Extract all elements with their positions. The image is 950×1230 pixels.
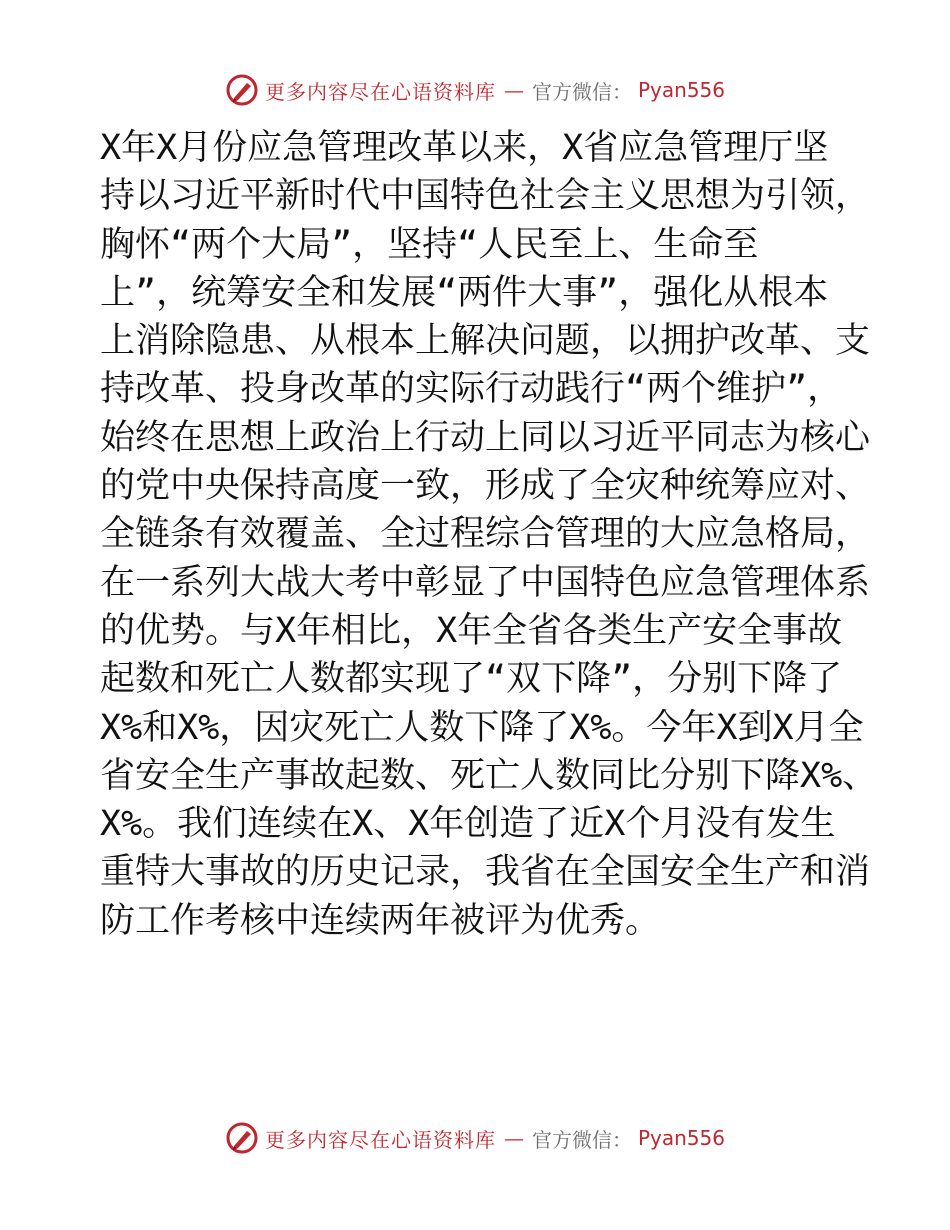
body-line: 上消除隐患、从根本上解决问题，以拥护改革、支 bbox=[100, 321, 871, 362]
pen-logo-icon bbox=[225, 73, 259, 107]
body-line: 持以习近平新时代中国特色社会主义思想为引领， bbox=[100, 176, 871, 217]
pen-logo-icon bbox=[225, 1121, 259, 1155]
document-body bbox=[100, 124, 878, 945]
body-line: 持改革、投身改革的实际行动践行“两个维护”， bbox=[100, 369, 843, 410]
body-line: X%。我们连续在X、X年创造了近X个月没有发生 bbox=[100, 804, 836, 845]
watermark-wechat-id: Pyan556 bbox=[637, 1126, 725, 1150]
body-line: 始终在思想上政治上行动上同以习近平同志为核心 bbox=[100, 417, 871, 458]
body-line: 防工作考核中连续两年被评为优秀。 bbox=[100, 900, 661, 941]
body-line: 在一系列大战大考中彰显了中国特色应急管理体系 bbox=[100, 562, 871, 603]
body-line: 起数和死亡人数都实现了“双下降”，分别下降了 bbox=[100, 659, 843, 700]
body-line: 上”，统筹安全和发展“两件大事”，强化从根本 bbox=[100, 272, 829, 313]
body-line: X年X月份应急管理改革以来，X省应急管理厅坚 bbox=[100, 128, 829, 168]
body-line: X%和X%，因灾死亡人数下降了X%。今年X到X月全 bbox=[100, 707, 864, 748]
watermark-wechat-label: 官方微信： bbox=[531, 79, 632, 104]
body-line: 的党中央保持高度一致，形成了全灾种统筹应对、 bbox=[100, 466, 871, 507]
watermark-brand-text: 更多内容尽在心语资料库 bbox=[264, 1127, 496, 1152]
body-line: 胸怀“两个大局”，坚持“人民至上、生命至 bbox=[100, 224, 759, 265]
watermark-wechat-id: Pyan556 bbox=[637, 78, 725, 102]
body-line: 省安全生产事故起数、死亡人数同比分别下降X%、 bbox=[100, 755, 878, 796]
watermark-separator: — bbox=[503, 1126, 524, 1150]
footer-watermark bbox=[0, 1118, 950, 1158]
body-line: 重特大事故的历史记录，我省在全国安全生产和消 bbox=[100, 852, 871, 893]
body-line: 的优势。与X年相比，X年全省各类生产安全事故 bbox=[100, 610, 843, 651]
watermark-wechat-label: 官方微信： bbox=[531, 1127, 632, 1152]
watermark-separator: — bbox=[503, 78, 524, 102]
watermark-brand-text: 更多内容尽在心语资料库 bbox=[264, 79, 496, 104]
body-line: 全链条有效覆盖、全过程综合管理的大应急格局， bbox=[100, 514, 871, 555]
header-watermark bbox=[0, 70, 950, 110]
